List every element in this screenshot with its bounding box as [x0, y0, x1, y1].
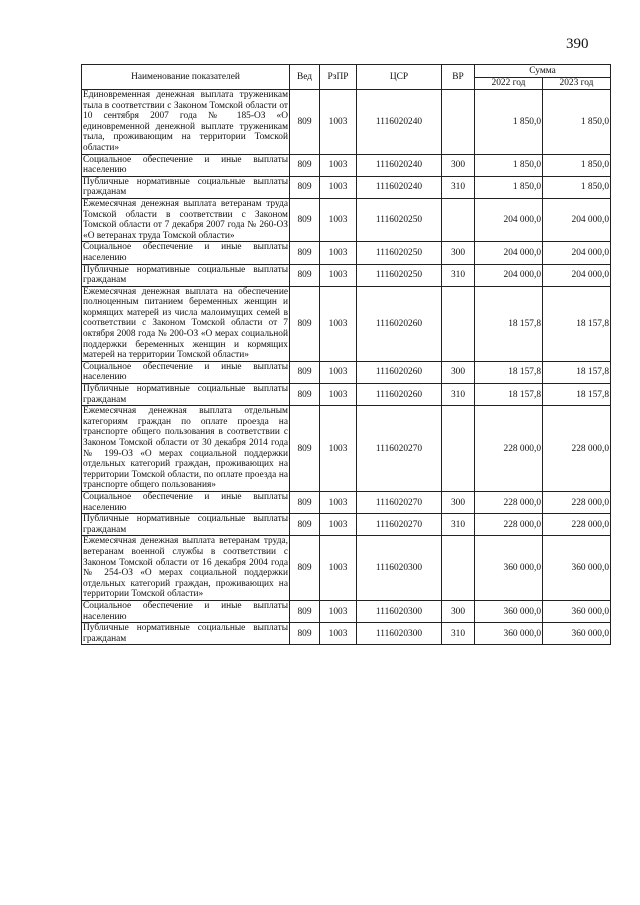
page-number: 390 — [566, 36, 589, 52]
row-vr: 310 — [442, 514, 475, 536]
table-row — [82, 600, 611, 622]
row-name: Единовременная денежная выплата труженикам тыла в соответствии с Законом Томской области от 10 сентября 2007 года № 185-ОЗ «О единовременной денежной выплате труженикам тыла, проживающим на территории Томской области» — [83, 90, 288, 153]
row-ved: 809 — [290, 264, 320, 286]
row-ved: 809 — [290, 90, 320, 155]
row-vr — [442, 406, 475, 492]
row-sum-2023: 204 000,0 — [543, 242, 611, 264]
row-sum-2023: 204 000,0 — [543, 264, 611, 286]
row-sum-2023: 1 850,0 — [543, 176, 611, 198]
row-ved: 809 — [290, 384, 320, 406]
row-rzpr: 1003 — [320, 361, 357, 383]
row-sum-2022: 360 000,0 — [475, 623, 543, 645]
row-name: Социальное обеспечение и иные выплаты населению — [83, 600, 288, 622]
row-csr: 1116020240 — [357, 176, 442, 198]
row-sum-2023: 18 157,8 — [543, 361, 611, 383]
row-csr: 1116020270 — [357, 491, 442, 513]
row-sum-2022: 360 000,0 — [475, 600, 543, 622]
row-ved: 809 — [290, 198, 320, 241]
header-year-2023: 2023 год — [543, 78, 611, 90]
table-row — [82, 361, 611, 383]
table-row — [82, 286, 611, 361]
row-sum-2023: 204 000,0 — [543, 198, 611, 241]
row-rzpr: 1003 — [320, 514, 357, 536]
row-csr: 1116020300 — [357, 600, 442, 622]
row-sum-2022: 204 000,0 — [475, 242, 543, 264]
row-rzpr: 1003 — [320, 264, 357, 286]
row-sum-2023: 360 000,0 — [543, 623, 611, 645]
row-ved: 809 — [290, 242, 320, 264]
row-ved: 809 — [290, 600, 320, 622]
row-sum-2022: 18 157,8 — [475, 286, 543, 361]
row-vr — [442, 536, 475, 601]
row-sum-2023: 1 850,0 — [543, 154, 611, 176]
row-sum-2023: 360 000,0 — [543, 600, 611, 622]
row-vr: 300 — [442, 491, 475, 513]
row-name: Публичные нормативные социальные выплаты гражданам — [83, 176, 288, 198]
row-rzpr: 1003 — [320, 491, 357, 513]
row-csr: 1116020240 — [357, 154, 442, 176]
row-vr: 300 — [442, 600, 475, 622]
row-rzpr: 1003 — [320, 154, 357, 176]
row-rzpr: 1003 — [320, 198, 357, 241]
row-name: Публичные нормативные социальные выплаты гражданам — [83, 514, 288, 535]
table-row — [82, 90, 611, 155]
row-sum-2022: 360 000,0 — [475, 536, 543, 601]
row-sum-2022: 228 000,0 — [475, 491, 543, 513]
row-sum-2022: 18 157,8 — [475, 361, 543, 383]
row-sum-2023: 360 000,0 — [543, 536, 611, 601]
table-row — [82, 154, 611, 176]
row-ved: 809 — [290, 361, 320, 383]
row-csr: 1116020250 — [357, 264, 442, 286]
row-vr: 310 — [442, 384, 475, 406]
row-csr: 1116020250 — [357, 242, 442, 264]
table-row — [82, 242, 611, 264]
row-sum-2022: 228 000,0 — [475, 406, 543, 492]
budget-table — [81, 64, 611, 645]
header-vr: ВР — [442, 65, 475, 90]
row-name: Публичные нормативные социальные выплаты гражданам — [83, 384, 288, 405]
table-row — [82, 384, 611, 406]
row-ved: 809 — [290, 406, 320, 492]
row-rzpr: 1003 — [320, 600, 357, 622]
row-ved: 809 — [290, 176, 320, 198]
row-csr: 1116020260 — [357, 361, 442, 383]
table-header — [82, 65, 611, 90]
row-rzpr: 1003 — [320, 536, 357, 601]
header-sum: Сумма — [475, 65, 611, 78]
row-rzpr: 1003 — [320, 406, 357, 492]
row-sum-2023: 1 850,0 — [543, 90, 611, 155]
row-csr: 1116020270 — [357, 406, 442, 492]
row-vr: 310 — [442, 264, 475, 286]
row-rzpr: 1003 — [320, 176, 357, 198]
row-csr: 1116020260 — [357, 384, 442, 406]
row-name: Публичные нормативные социальные выплаты гражданам — [83, 264, 288, 286]
row-name: Публичные нормативные социальные выплаты гражданам — [83, 623, 288, 644]
row-name: Социальное обеспечение и иные выплаты населению — [83, 242, 288, 263]
table-body — [82, 90, 611, 645]
row-sum-2022: 1 850,0 — [475, 176, 543, 198]
row-vr: 310 — [442, 623, 475, 645]
row-name: Социальное обеспечение и иные выплаты населению — [83, 491, 288, 513]
row-csr: 1116020300 — [357, 623, 442, 645]
table-row — [82, 264, 611, 286]
row-rzpr: 1003 — [320, 384, 357, 406]
row-vr: 310 — [442, 176, 475, 198]
row-csr: 1116020250 — [357, 198, 442, 241]
row-name: Ежемесячная денежная выплата на обеспечение полноценным питанием беременных женщин и кормящих матерей из числа малоимущих семей в соответствии с Законом Томской области от 7 октября 2008 года № 200-ОЗ «О мерах социальной поддержки беременных женщин и кормящих матерей на территории Томской области» — [83, 286, 288, 361]
row-ved: 809 — [290, 623, 320, 645]
table-row — [82, 491, 611, 513]
header-ved: Вед — [290, 65, 320, 90]
row-rzpr: 1003 — [320, 623, 357, 645]
row-sum-2022: 18 157,8 — [475, 384, 543, 406]
row-name: Социальное обеспечение и иные выплаты населению — [83, 154, 288, 176]
row-sum-2023: 228 000,0 — [543, 491, 611, 513]
row-sum-2022: 228 000,0 — [475, 514, 543, 536]
row-rzpr: 1003 — [320, 90, 357, 155]
row-sum-2022: 204 000,0 — [475, 264, 543, 286]
row-name: Социальное обеспечение и иные выплаты населению — [83, 361, 288, 383]
table-row — [82, 514, 611, 536]
row-ved: 809 — [290, 154, 320, 176]
row-sum-2022: 1 850,0 — [475, 90, 543, 155]
row-vr: 300 — [442, 242, 475, 264]
row-csr: 1116020240 — [357, 90, 442, 155]
row-vr: 300 — [442, 361, 475, 383]
row-csr: 1116020270 — [357, 514, 442, 536]
row-sum-2022: 204 000,0 — [475, 198, 543, 241]
row-sum-2023: 18 157,8 — [543, 286, 611, 361]
table-row — [82, 536, 611, 601]
table-row — [82, 176, 611, 198]
header-name: Наименование показателей — [82, 65, 290, 90]
row-sum-2023: 228 000,0 — [543, 406, 611, 492]
row-ved: 809 — [290, 491, 320, 513]
table-row — [82, 198, 611, 241]
row-ved: 809 — [290, 286, 320, 361]
table-row — [82, 406, 611, 492]
header-year-2022: 2022 год — [475, 78, 543, 90]
row-rzpr: 1003 — [320, 286, 357, 361]
row-csr: 1116020260 — [357, 286, 442, 361]
header-csr: ЦСР — [357, 65, 442, 90]
header-rzpr: РзПР — [320, 65, 357, 90]
row-ved: 809 — [290, 514, 320, 536]
row-vr — [442, 90, 475, 155]
row-vr — [442, 286, 475, 361]
row-sum-2022: 1 850,0 — [475, 154, 543, 176]
table-row — [82, 623, 611, 645]
row-rzpr: 1003 — [320, 242, 357, 264]
row-name: Ежемесячная денежная выплата ветеранам труда, ветеранам военной службы в соответствии с Законом Томской области от 16 декабря 2004 года № 254-ОЗ «О мерах социальной поддержки отдельных категорий граждан, проживающих на территории Томской области» — [83, 536, 288, 600]
row-vr — [442, 198, 475, 241]
row-name: Ежемесячная денежная выплата ветеранам труда Томской области в соответствии с Законом Томской области от 7 декабря 2007 года № 260-ОЗ «О ветеранах труда Томской области» — [83, 198, 288, 241]
row-vr: 300 — [442, 154, 475, 176]
row-csr: 1116020300 — [357, 536, 442, 601]
row-name: Ежемесячная денежная выплата отдельным категориям граждан по оплате проезда на транспорте общего пользования в соответствии с Законом Томской области от 30 декабря 2014 года № 199-ОЗ «О мерах социальной поддержки отдельных категорий граждан, проживающих на территории Томской области, по оплате проезда на транспорте общего пользования» — [83, 406, 288, 491]
row-ved: 809 — [290, 536, 320, 601]
row-sum-2023: 18 157,8 — [543, 384, 611, 406]
row-sum-2023: 228 000,0 — [543, 514, 611, 536]
